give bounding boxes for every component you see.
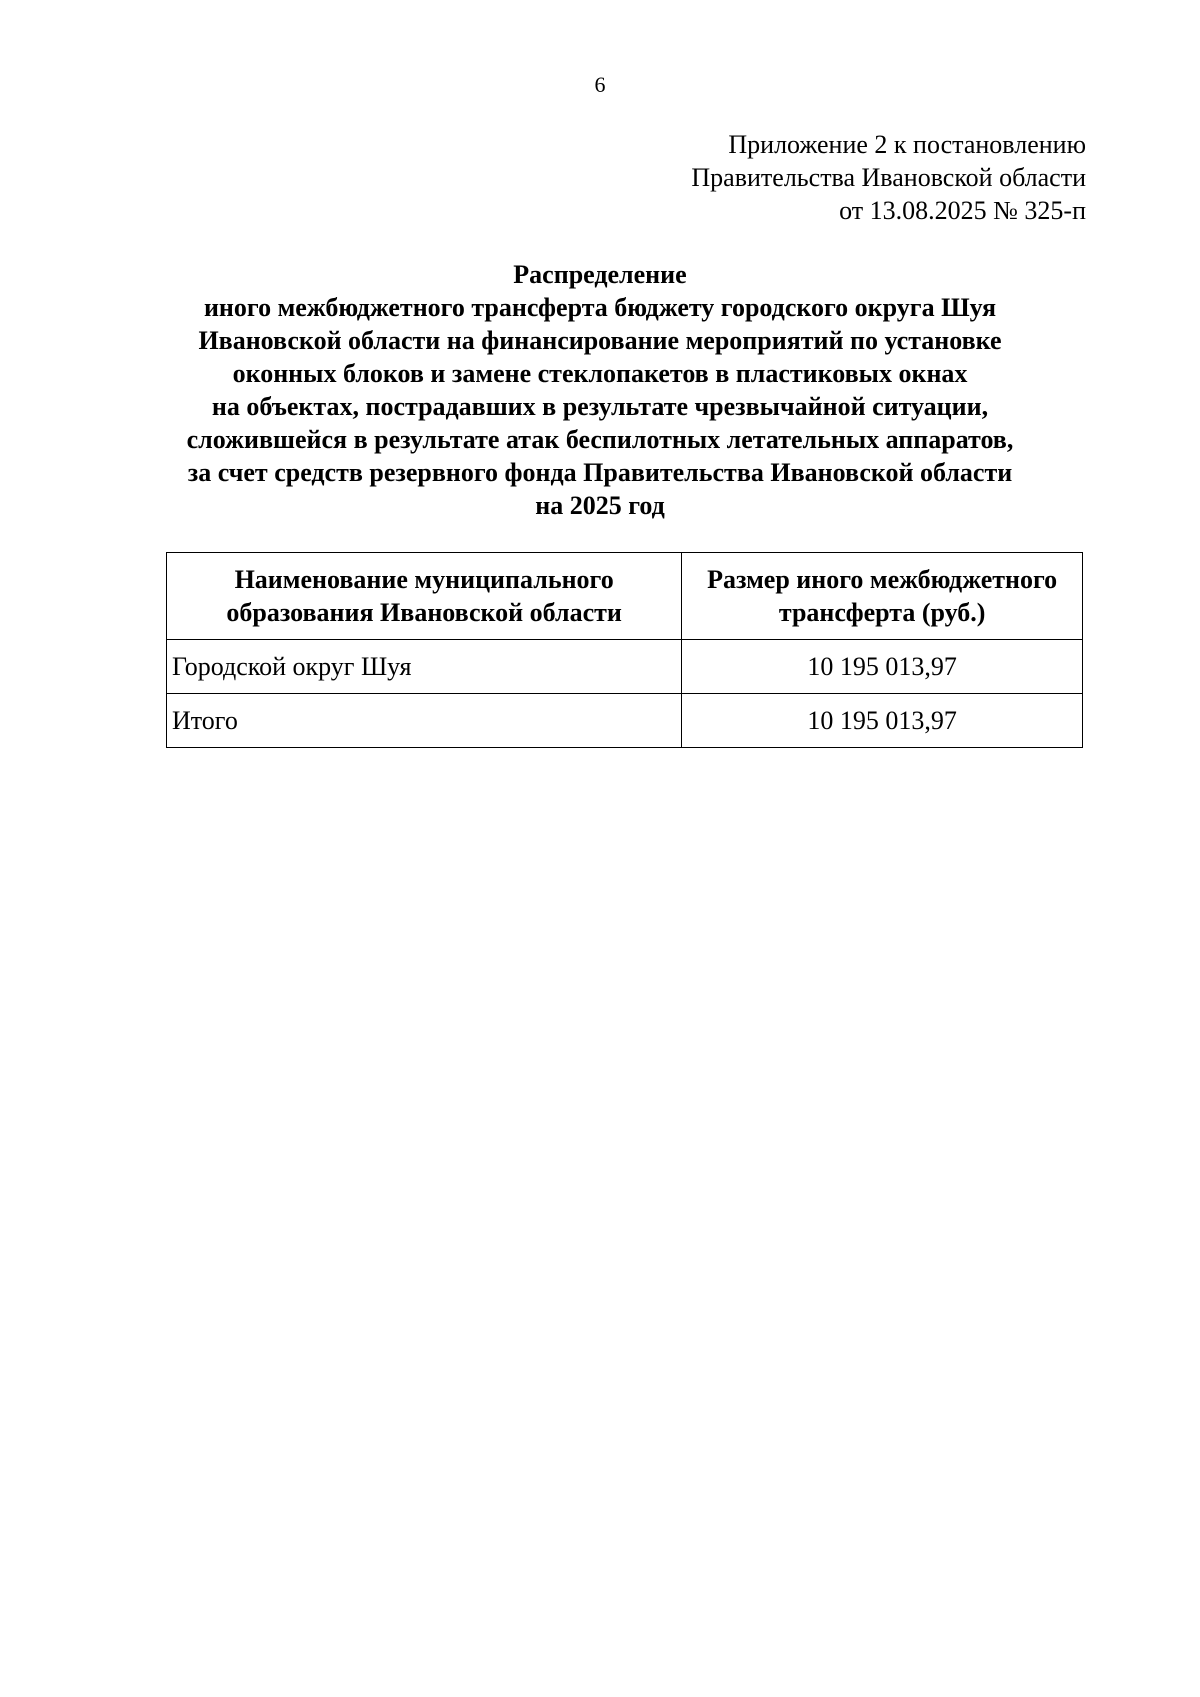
header-line: трансферта (руб.) bbox=[778, 598, 986, 627]
page-number: 6 bbox=[594, 72, 606, 97]
municipality-cell: Городской округ Шуя bbox=[167, 640, 682, 694]
header-municipality bbox=[167, 553, 682, 640]
header-amount bbox=[682, 553, 1083, 640]
appendix-line: Правительства Ивановской области bbox=[691, 163, 1086, 192]
title-line: на 2025 год bbox=[535, 491, 665, 520]
document-title bbox=[150, 258, 1050, 522]
title-line: иного межбюджетного трансферта бюджету городского округа Шуя bbox=[203, 293, 997, 322]
header-line: образования Ивановской области bbox=[226, 598, 622, 627]
amount-cell: 10 195 013,97 bbox=[682, 640, 1083, 694]
title-line: оконных блоков и замене стеклопакетов в пластиковых окнах bbox=[232, 359, 968, 388]
appendix-line: Приложение 2 к постановлению bbox=[728, 130, 1086, 159]
appendix-reference bbox=[691, 128, 1086, 227]
total-label-cell: Итого bbox=[167, 694, 682, 748]
table-header-row bbox=[167, 553, 1083, 640]
title-line: на объектах, пострадавших в результате чрезвычайной ситуации, bbox=[211, 392, 989, 421]
header-line: Наименование муниципального bbox=[234, 565, 614, 594]
appendix-line: от 13.08.2025 № 325-п bbox=[839, 196, 1086, 225]
table-row bbox=[167, 640, 1083, 694]
total-amount-cell: 10 195 013,97 bbox=[682, 694, 1083, 748]
title-line: сложившейся в результате атак беспилотных летательных аппаратов, bbox=[186, 425, 1014, 454]
header-line: Размер иного межбюджетного bbox=[707, 565, 1058, 594]
title-line: Распределение bbox=[513, 260, 687, 289]
title-line: Ивановской области на финансирование мероприятий по установке bbox=[198, 326, 1002, 355]
table-total-row bbox=[167, 694, 1083, 748]
transfer-table bbox=[166, 552, 1083, 748]
title-line: за счет средств резервного фонда Правительства Ивановской области bbox=[187, 458, 1013, 487]
